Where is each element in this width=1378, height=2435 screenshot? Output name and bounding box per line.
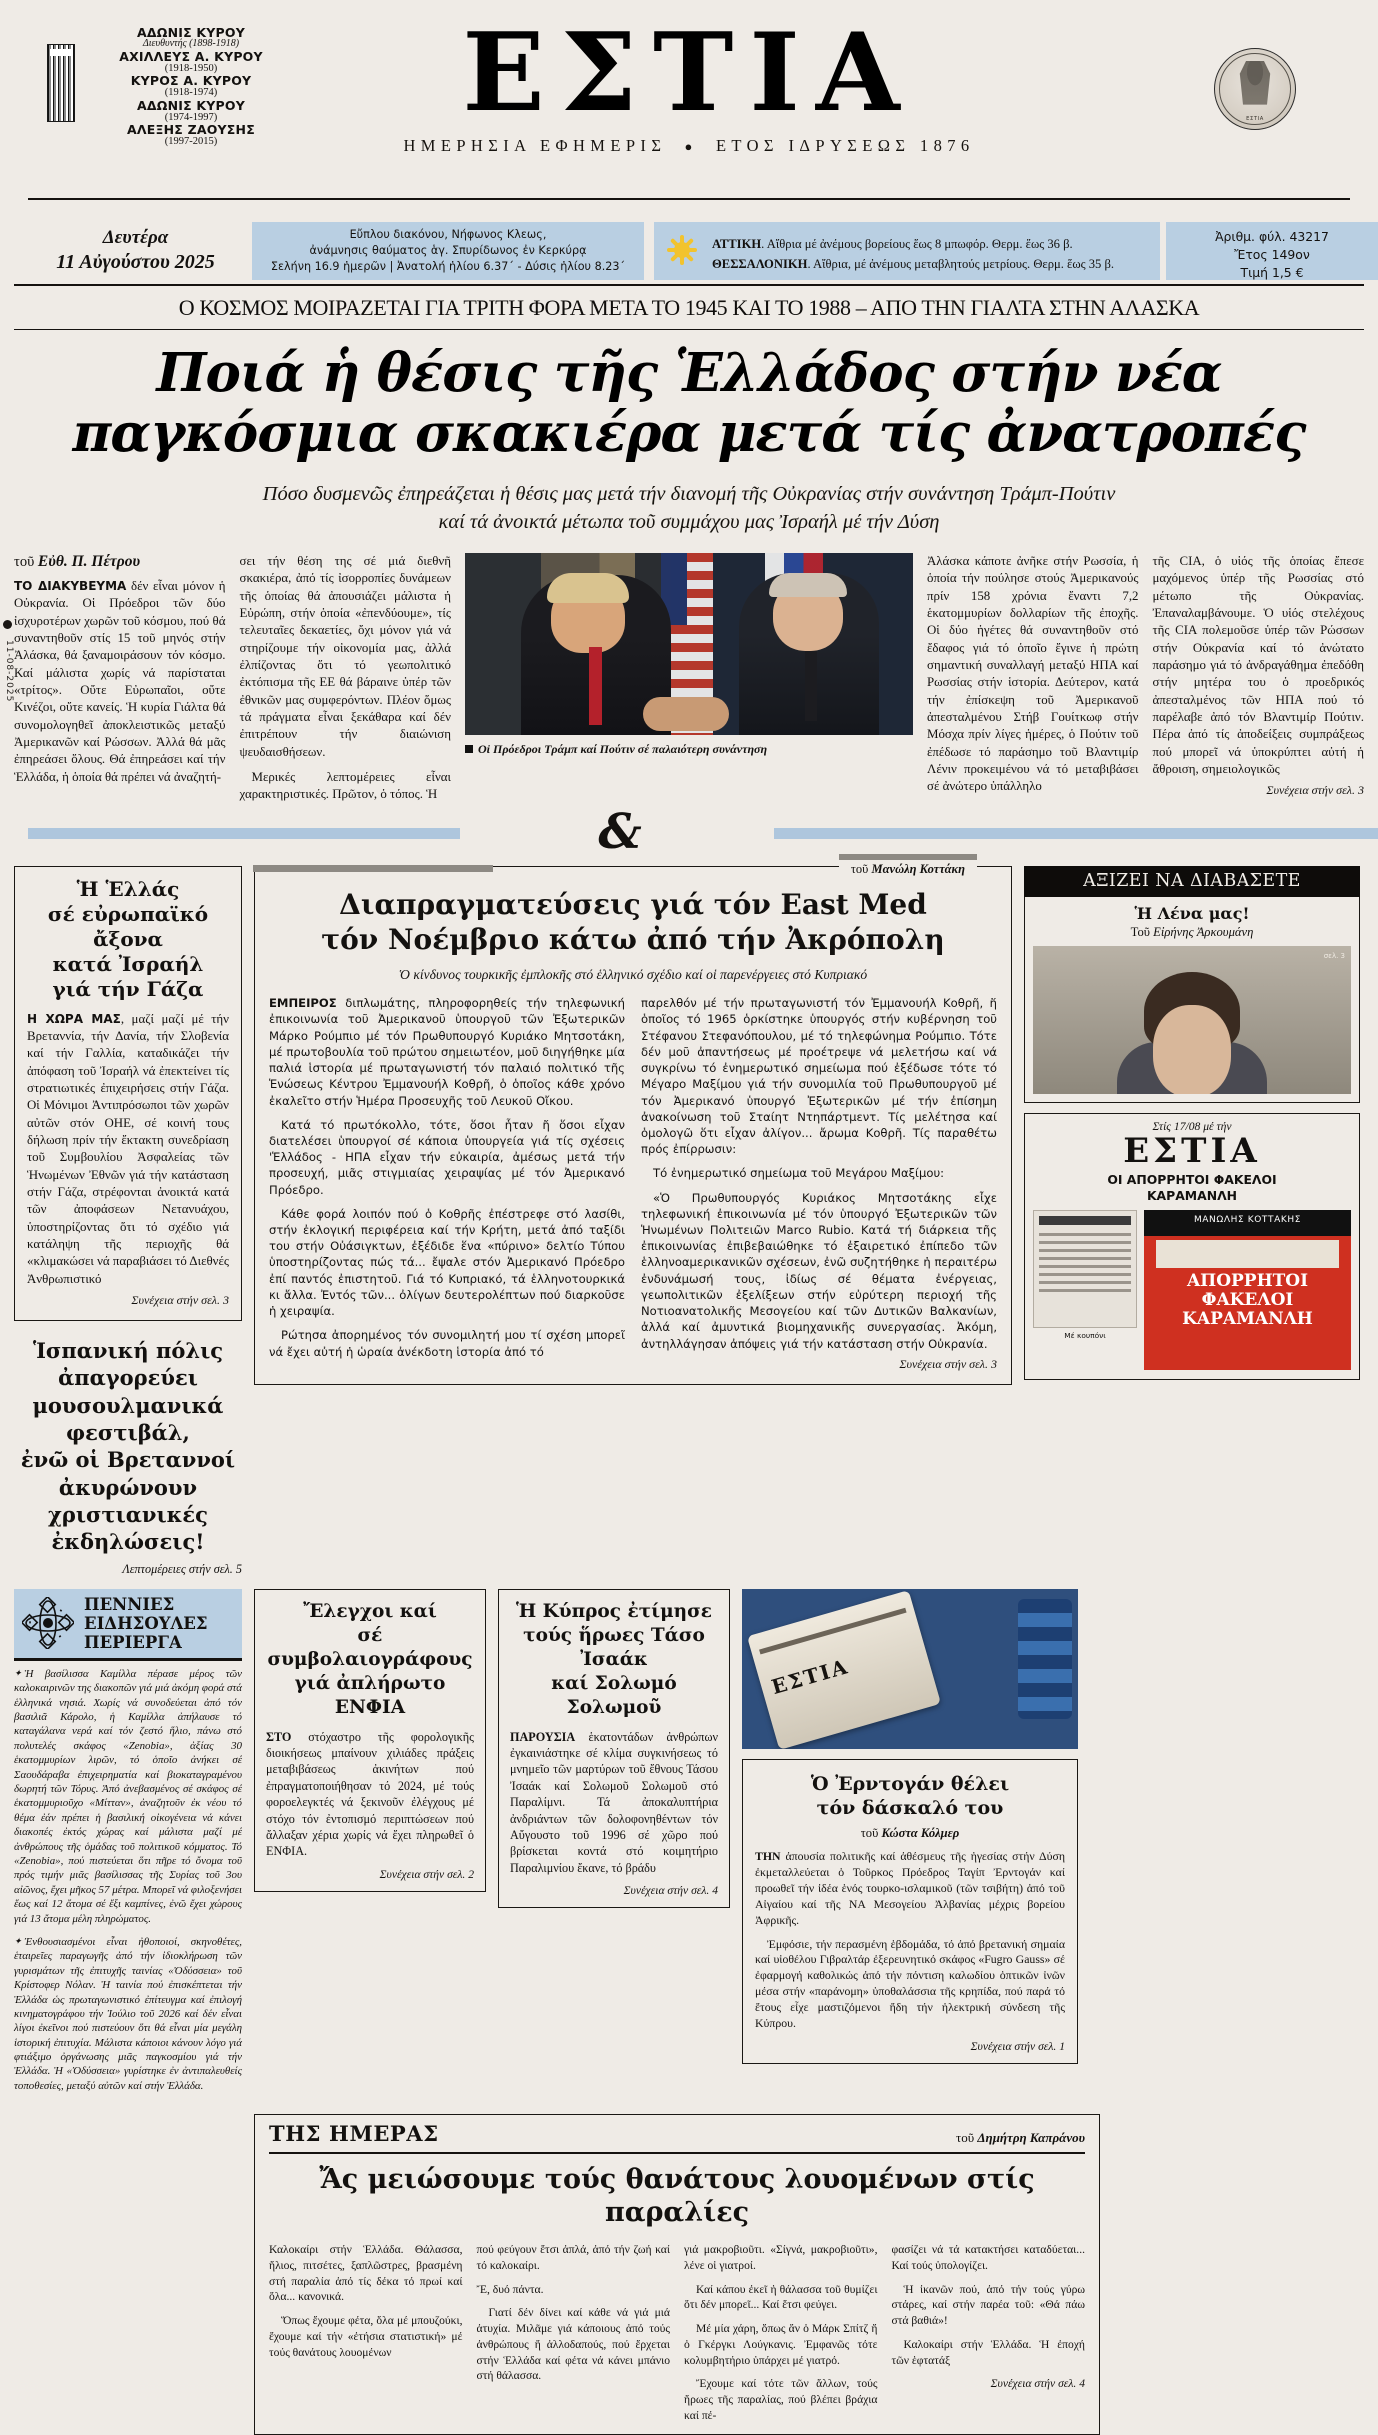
gaza-title-line-3: κατά Ἰσραήλ <box>52 951 204 976</box>
saints-and-sun-panel <box>252 222 644 280</box>
tis-imeras-byline: τοῦ Δημήτρη Καπράνου <box>955 2130 1085 2146</box>
middle-right-rail <box>1024 866 1360 1381</box>
weekday: Δευτέρα <box>102 227 169 248</box>
weather-attiki-text: . Αἴθρια μέ ἀνέμους βορείους ἕως 8 μπωφόρ. Θερμ. ἕως 36 β. <box>761 237 1073 251</box>
lead-text-2: σει τήν θέση της σέ μιά διεθνῆ σκακιέρα, ἀπό τίς ἰσορροπίες δυνάμεων τῆς ὁποίας θά ἀπουσιάζει μάλιστα ἡ Εὐρώπη, στήν ὁποία «ἐπενδύουμε», τίς τελευταῖες δεκαετίες, ὄχι μόνον γιά νά στηρίζουμε τήν οἰκονομία μας, ἀλλά ἐλπίζοντας ὅτι τό γεωπολιτικό ἐκτόπισμα τῆς ΕΕ θά βάραινε ὑπέρ τῶν ἐθνικῶν μας συμφερόντων. Πλέον ὅμως τά πράγματα εἶναι ξεκάθαρα καί δέν ἐπιτρέπουν τήν διαιώνιση ψευδαισθήσεων. <box>239 553 451 759</box>
seal-caption: ΕΣΤΙΑ <box>1246 116 1264 122</box>
enfia-body: ΣΤΟ στόχαστρο τῆς φορολογικῆς διοικήσεως μπαίνουν χιλιάδες πράξεις μεταβιβάσεως ἀκινήτων πού ἐπραγματοποιήθησαν τό 2024, μέ τούς φοροελεγκτές νά ξεκινοῦν ἐλέγχους μέ στόχο τόν ἐντοπισμό περιπτώσεων πού ἄλλαξαν χέρια χωρίς νά ἔχει πληρωθεῖ ὁ ΕΝΦΙΑ. <box>266 1729 474 1859</box>
weather-thess-text: . Αἴθρια, μέ ἀνέμους μεταβλητούς μετρίους. Θερμ. ἕως 35 β. <box>807 257 1115 272</box>
moon-sun-times: Σελήνη 16.9 ἡμερῶν | Ἀνατολή ἡλίου 6.37΄ - Δύσις ἡλίου 8.23΄ <box>270 259 626 273</box>
gaza-continue[interactable]: Συνέχεια στήν σελ. 3 <box>131 1293 229 1308</box>
gaza-title-line-1: Ἡ Ἑλλάς <box>76 876 180 901</box>
lead-text-3: Ἀλάσκα κάποτε ἀνῆκε στήν Ρωσσία, ἡ ὁποία τήν πούλησε στούς Ἀμερικανούς πρίν 158 χρόνια ἔναντι 7,2 ἑκατομμυρίων δολλαρίων τῆς ἐποχῆς. Οἱ δύο ἡγέτες θά συναντηθοῦν στό ἔδαφος γιά τό ὁποῖο ἔγινε ἡ πρώτη σημαντική συναλλαγή μεταξύ ΗΠΑ καί Ρωσσίας στήν ἱστορία. Δεύτερον, κατά τήν ἐπίσκεψη τοῦ Ἀμερικανοῦ ἀπεσταλμένου Στήβ Γουίτκωφ στήν Μόσχα πρίν λίγες ἡμέρες, ὁ Πούτιν τοῦ ἐπέδωσε τό παράσημο τοῦ Βλαντιμίρ Λένιν προκειμένου νά τό μεταβιβάσει σέ ἀνώτερο ὑπάλληλο <box>927 553 1139 794</box>
enfia-continue[interactable]: Συνέχεια στήν σελ. 2 <box>379 1867 474 1881</box>
worth-reading-photo <box>1033 946 1351 1094</box>
middle-center-column <box>254 861 1012 1385</box>
tis-column-1: Καλοκαίρι στήν Ἑλλάδα. Θάλασσα, ἥλιος, πιτσέτες, ξαπλῶστρες, βρασμένη στή παραλία ἀπό τίς δέκα τό πρωί καί ὅλα... κανονικά. Ὅπως ἔχουμε φέτα, ὅλα μέ μπουζούκι, ἔχουμε καί τήν «ἐτήσια στατιστική» μέ τούς θανάτους λουομένων <box>269 2243 463 2359</box>
ampersand-divider <box>14 803 1364 860</box>
erdogan-column <box>742 1589 1078 2065</box>
lead-text-4: τῆς CIA, ὁ υἱός τῆς ὁποίας ἔπεσε μαχόμενος ὑπέρ τῆς Ρωσσίας στό μέτωπο τῆς Οὐκρανίας. Ἐπαναλαμβάνουμε. Ὁ υἱός στελέχους τῆς CIA πολεμοῦσε ὑπέρ τῶν Ρώσσων στήν Οὐκρανία καί τό ἀνώτατο παράσημο γιά τό ἀνδραγάθημα ἐπεδόθη στήν μητέρα του ὁ προεδρικός ἀπεσταλμένος τῶν ΗΠΑ πού τό παρέλαβε ἀπό τόν Βλαντιμίρ Πούτιν. Πέρα ἀπό τίς ἀποδείξεις συμπράξεως πού μπορεῖ νά ὑποκρύπτει αὐτή ἡ ἄθροιση, σημειολογικῶς <box>1152 553 1364 776</box>
spine-date: 11-08-2025 <box>4 640 14 703</box>
ad-coupon <box>1033 1210 1137 1370</box>
lead-dropcap-text: ΤΟ ΔΙΑΚΥΒΕΥΜΑ <box>14 578 127 593</box>
headline-line-1: Ποιά ἡ θέσις τῆς Ἑλλάδος στήν νέα <box>156 342 1222 405</box>
tis-continue[interactable]: Συνέχεια στήν σελ. 4 <box>990 2377 1085 2391</box>
erdogan-lead-in: ΤΗΝ <box>755 1848 781 1863</box>
erdogan-box[interactable] <box>742 1759 1078 2065</box>
gaza-story-box[interactable] <box>14 866 242 1322</box>
masthead-divider <box>28 198 1350 200</box>
erdogan-byline: τοῦ Κώστα Κόλμερ <box>860 1825 960 1840</box>
lead-column-4 <box>1153 553 1365 804</box>
ad-body <box>1033 1210 1351 1370</box>
ad-date: Στίς 17/08 μέ τήν <box>1152 1119 1232 1133</box>
publication-date <box>28 226 243 274</box>
cyprus-body: ΠΑΡΟΥΣΙΑ ἑκατοντάδων ἀνθρώπων ἐγκαινιάστηκε σέ κλίμα συγκινήσεως τό μνημεῖο τῶν μαρτύρων τοῦ ἔθνους Τάσου Ἰσαάκ καί Σολωμοῦ Σολωμοῦ στό Παραλίμνι. Τά ἀποκαλυπτήρια ἀνδριάντων τῶν δολοφονηθέντων τόν Αὔγουστο τοῦ 1996 σέ χῶρο πού βρίσκεται κοντά στό κοιμητήριο Παραλιμνίου ἔκανε, τό βράδυ <box>510 1729 718 1875</box>
subhead-line-2: καί τά ἀνοικτά μέτωπα τοῦ συμμάχου μας Ἰσραήλ μέ τήν Δύση <box>438 510 940 533</box>
gaza-lead-in: Η ΧΩΡΑ ΜΑΣ <box>27 1011 121 1026</box>
issue-panel <box>1166 222 1378 280</box>
spine-dot-icon <box>3 620 12 629</box>
pennies-item <box>14 1935 242 2093</box>
erdogan-continue[interactable]: Συνέχεια στήν σελ. 1 <box>970 2040 1065 2054</box>
lead-body-3 <box>927 553 1139 796</box>
lead-column-1 <box>14 553 226 804</box>
issue-year: Ἔτος 149ον <box>1234 247 1310 263</box>
lead-photo-caption <box>465 742 913 757</box>
info-bar <box>14 222 1364 284</box>
lead-body-2 <box>240 553 452 761</box>
feature-body-2b: Τό ἐνημερωτικό σημείωμα τοῦ Μεγάρου Μαξίμου: <box>653 1166 945 1181</box>
feature-body-1b: Κατά τό πρωτόκολλο, τότε, ὅσοι ἦταν ἤ ὅσοι εἶχαν διατελέσει ὑπουργοί σέ κάποια ὑπουργεία γιά τίς σχέσεις 'Ἑλλάδος - ΗΠΑ εἶχαν τήν εὐκαιρία, ἀμέσως μετά τήν προσευχή, μιᾶς στιγμιαίας χειραψίας μέ τόν Ἀμερικανό Πρόεδρο. <box>269 1117 625 1197</box>
spain-details-link[interactable]: Λεπτομέρειες στήν σελ. 5 <box>122 1561 242 1576</box>
lead-text-2b: Μερικές λεπτομέρειες εἶναι χαρακτηριστικές. Πρῶτον, ὁ τόπος. Ἡ <box>239 769 451 802</box>
lead-body-2b <box>240 769 452 804</box>
cyprus-title: Ἡ Κύπρος ἐτίμησε τούς ἥρωες Τάσο Ἰσαάκ καί Σολωμό Σολωμοῦ <box>515 1600 712 1718</box>
pennies-bullet-icon: ✦ <box>14 1667 22 1678</box>
cyprus-lead-in: ΠΑΡΟΥΣΙΑ <box>510 1729 576 1744</box>
tis-imeras-box <box>254 2114 1100 2435</box>
spain-title-line-1: Ἱσπανική πόλις ἀπαγορεύει <box>32 1338 224 1391</box>
cyprus-column <box>498 1589 730 1908</box>
spain-title-line-2: μουσουλμανικά φεστιβάλ, <box>32 1392 224 1446</box>
rolled-newspaper-icon <box>747 1590 941 1749</box>
spain-story-title[interactable] <box>14 1337 242 1555</box>
saints-line-1: Εὔπλου διακόνου, Νήφωνος Κλεως, <box>349 228 547 241</box>
erdogan-body: ΤΗΝ ἀπουσία πολιτικῆς καί ἀθέσμευς τῆς ἡγεσίας στήν Δύση ἐκμεταλλεύεται ὁ Τοῦρκος Πρόεδρος Ταγίπ Ἐρντογάν καί προωθεῖ τήν ἰδέα ἑνός τουρκο-ισλαμικοῦ (τῶν τσιβήτη) ἀπό τοῦ Αἰγαίου καί τῆς ΝΑ Μεσογείου Ἀλβανίας μέχρις βορείου Ἀφρικῆς. <box>755 1848 1065 1927</box>
feature-byline <box>839 854 977 879</box>
subhead-line-1: Πόσο δυσμενῶς ἐπηρεάζεται ἡ θέσις μας μετά τήν διανομή τῆς Οὐκρανίας στήν συνάντηση Τράμπ-Πούτιν <box>262 483 1116 506</box>
issue-number: Ἀριθμ. φύλ. 43217 <box>1215 229 1329 244</box>
editor-role: (1918-1950) <box>164 63 218 75</box>
newspaper-seal-icon <box>1214 48 1296 130</box>
feature-byline-prefix: τοῦ <box>850 861 869 876</box>
flower-ornament-icon <box>22 1597 74 1649</box>
enfia-lead-in: ΣΤΟ <box>266 1729 292 1744</box>
tagline-left: ΗΜΕΡΗΣΙΑ ΕΦΗΜΕΡΙΣ <box>403 136 667 155</box>
editor-role: (1997-2015) <box>164 136 218 148</box>
tis-imeras-title: Ἄς μειώσουμε τούς θανάτους λουομένων στίς παραλίες <box>319 2164 1035 2229</box>
editor-role: (1974-1997) <box>164 111 218 123</box>
feature-body-2: παρελθόν μέ τήν πρωταγωνιστή τόν Ἐμμανουήλ Κοθρῆ, ἥ ὁποῖος τό 1965 ὁρκίστηκε ὑπουργός στήν κυβέρνηση τοῦ Στέφανου Στεφανόπουλου, μέ τό τηλεφώνημα Ρούμπιο. Τότε δέν μοῦ ἀπαντήσεως μέ προέτρεψε νά μελετήσω καί νά συγκρίνω τό ἐνημερωτικό σημείωμα πού ἐξέδωσε τότε τό Μέγαρο Μαξίμου γιά τήν συνομιλία τοῦ Πρωθυπουργοῦ μέ τόν Ἀμερικανό ὑπουργό Ἐξωτερικῶν μέ τήν ἐπίσημη ἀνακοίνωση τοῦ Σταίητ Ντηπάρτμεντ. Τίς μελέτησα καί ὁμολογῶ ὅτι εἶχαν ἀλίγον... ἄρωμα Κοθρῆ. Τίς παραθέτω πρός ἐπίρρωσιν: <box>641 996 997 1157</box>
lead-photo <box>465 553 913 735</box>
editor-name: ΚΥΡΟΣ Α. ΚΥΡΟΥ <box>130 73 252 89</box>
gaza-title-line-4: γιά τήν Γάζα <box>52 976 204 1001</box>
saints-line-2: ἀνάμνησις θαύματος ἁγ. Σπυρίδωνος ἐν Κερκύρᾳ <box>309 243 587 257</box>
lead-kicker: Ο ΚΟΣΜΟΣ ΜΟΙΡΑΖΕΤΑΙ ΓΙΑ ΤΡΙΤΗ ΦΟΡΑ ΜΕΤΑ ΤΟ 1945 ΚΑΙ ΤΟ 1988 – ΑΠΟ ΤΗΝ ΓΙΑΛΤΑ ΣΤΗΝ ΑΛΑΣΚΑ <box>178 295 1200 320</box>
pennies-item <box>14 1667 242 1926</box>
lead-subheadline <box>14 481 1364 537</box>
pennies-header <box>14 1589 242 1658</box>
lead-column-3 <box>927 553 1139 804</box>
spain-title-line-3: ἐνῶ οἱ Βρεταννοί ἀκυρώνουν <box>20 1447 236 1500</box>
issue-price: Τιμή 1,5 € <box>1240 265 1304 281</box>
photo-credit: σελ. 3 <box>1323 951 1345 960</box>
feature-lead-in: ΕΜΠΕΙΡΟΣ <box>269 996 337 1011</box>
enfia-column <box>254 1589 486 1892</box>
feature-text-1: διπλωμάτης, πληροφορηθείς τήν τηλεφωνική ἐπικοινωνία τοῦ Ἀμερικανοῦ ὑπουργοῦ τῶν Ἐξωτερικῶν Μάρκο Ρούμπιο μέ τόν Πρωθυπουργό Κυριάκο Μητσοτάκη, μέ πρωτοβουλία τοῦ πρώτου σημειωτέον, μοῦ διηγήθηκε μία παλιά ἱστορία μέ πρωταγωνιστή τόν παλαιό πολιτικό τῆς Ἑνώσεως Κέντρου Ἐμμανουήλ Κοθρῆ, ὁ ὁποῖος κάθε χρόνο ἐκαλεῖτο στήν Ἡμέρα Προσευχῆς τοῦ Λευκοῦ Οἴκου. <box>269 996 625 1108</box>
gaza-title-line-2: σέ εὐρωπαϊκό ἄξονα <box>47 901 209 951</box>
weather-city-thessaloniki: ΘΕΣΣΑΛΟΝΙΚΗ <box>712 257 808 272</box>
feature-column-1 <box>269 995 625 1372</box>
book-title: ΑΠΟΡΡΗΤΟΙ ΦΑΚΕΛΟΙ ΚΑΡΑΜΑΝΛΗ <box>1182 1271 1313 1329</box>
lead-body-1 <box>14 578 226 786</box>
pennies-bullet-icon: ✦ <box>14 1935 22 1946</box>
enfia-box[interactable] <box>254 1589 486 1892</box>
worth-reading-header: ΑΞΙΖΕΙ ΝΑ ΔΙΑΒΑΣΕΤΕ <box>1024 866 1360 897</box>
worth-reading-author: Τοῦ Εἰρήνης Ἀρκουμάνη <box>1130 924 1254 939</box>
pennies-title <box>84 1595 208 1652</box>
tis-imeras-divider <box>269 2152 1085 2154</box>
feature-column-2 <box>641 995 997 1372</box>
coupon-sheet-icon <box>1033 1210 1137 1328</box>
erdogan-body-2: Ἐμφόσιε, τήν περασμένη ἑβδομάδα, τό ἀπό βρετανική σημαία καί υἱοθέλου Γιβραλτάρ ἐξερευνητικό σκάφος «Fugro Gauss» σέ ἐφαρμογή καθολικώς ἀπό τήν πόντιση καλωδίου ὁπτικῶν ἰνῶν μέσα στήν «παράνομη» ὑποθαλάσσια τῆς κρηπίδα, πού παρά τό ἔτους εἶχε μαστιζόμενοι ἤδη τήν ἠλεκτρική σύνδεση τῆς Κύπρου. <box>755 1936 1065 2031</box>
estia-newspapers-photo <box>742 1589 1078 1749</box>
editor-role: (1918-1974) <box>164 87 218 99</box>
pennies-item-text: Ἡ βασίλισσα Καμίλλα πέρασε μέρος τῶν καλοκαιρινῶν της διακοπῶν γιά μιά ἀκόμη φορά στά ἑλληνικά νησιά. Χωρίς νά συνοδεύεται ἀπό τόν βασιλιᾶ Κάρολο, ἡ Καμίλλα ἀπήλαυσε τό καταγάλανα νερά καί τόν ζεστό ἥλιο, πάνω στό πολυτελές σκάφος «Zenobia», ἀξίας 30 ἑκατομμυρίων λιρῶν, τό ὁποῖο ἀνήκει σέ Σαουδάραβα ἐπιχειρηματία καί βιοκαταγραμένου δωρητή τῶν Τόρυς. Ἀπό ἀνεβασμένος σέ σκάφος σέ ἑκατομμυριοῦχο «Μίτταν», ἀναζητοῦν ἐκ νέου τό θέμα ἐάν πρέπει ἡ βασιλική οἰκογένεια νά κάνει διακοπές ἐκτός χώρας καί μάλιστα μαζί μέ ἀνθρώπους τῆς ὁμάδας τοῦ πολιτικοῦ κόμματος. Τό «Zenobia», πού πιστεύεται ὅτι πῆρε τό ὄνομα τοῦ πρός τιμήν μιᾶς βασίλισσας τῆς Συρίας τοῦ 3ου αἰῶνος, ἔχει μῆκος 57 μέτρα. Μπορεῖ νά φιλοξενήσει ἕως καί 12 ἄτομα σέ ἕξι καμπίνες, ἐνῶ ἔχει χώρους γιά 13 ἄτομα μέλη πληρώματος. <box>14 1667 242 1925</box>
lead-continue[interactable]: Συνέχεια στήν σελ. 3 <box>1266 783 1364 798</box>
book-author: ΜΑΝΩΛΗΣ ΚΟΤΤΑΚΗΣ <box>1193 1215 1302 1226</box>
editor-name: ΑΛΕΞΗΣ ΖΑΟΥΣΗΣ <box>127 121 255 137</box>
feature-body-1c: Κάθε φορά λοιπόν πού ὁ Κοθρῆς ἐπέστρεφε στό λασίθι, στήν ἐκλογική περιφέρεια καί τήν Κρήτη, μετά ἀπό ταξίδι του στήν Οὐάσιγκτων, ἐξέδιδε ἕνα «πύρινο» δελτίο Τύπου ὑποστηρίζοντας πώς τά... ἔψαλε στόν Ἀμερικανό Πρόεδρο ἐπί παντός ἐπιστητοῦ. Γιά τό Κυπριακό, τά ἑλληνοτουρκικά κι ἄλλα. Ἐντός τῶν... ὀλίγων δευτερολέπτων πού διαρκοῦσε ἡ χειραψία. <box>269 1206 625 1319</box>
book-advertisement[interactable] <box>1024 1113 1360 1381</box>
byline-prefix: τοῦ <box>14 553 35 570</box>
middle-left-column <box>14 866 242 1577</box>
tis-column-2: πού φεύγουν ἔτσι ἀπλά, ἀπό τήν ζωή καί τό καλοκαίρι. Ἔ, δυό πάντα. Γιατί δέν δίνει καί κάθε νά γιά μιά ἀτυχία. Μιλᾶμε γιά κάποιους ἀπό τούς ἀνθρώπους ἥ ἀλλοδαπούς, πού ἔρχεται στήν Ἑλλάδα καί φέτα νά κάνει μπάνιο στή θάλασσα. <box>476 2243 670 2383</box>
lead-text-1: δέν εἶναι μόνον ἡ Οὐκρανία. Οἱ Πρόεδροι τῶν δύο ἰσχυροτέρων χωρῶν τοῦ κόσμου, πού θά συναντηθοῦν στίς 15 τοῦ μηνός στήν Ἀλάσκα, θά ξαναμοιράσουν τόν κόσμο. Καί μάλιστα χωρίς νά παρίσταται «τρίτος». Οὔτε Εὐρωπαῖοι, οὔτε Κινέζοι, οὔτε κανείς. Ἡ κυρία Γιάλτα θά συνομολογηθεῖ ἀποκλειστικῶς μεταξύ Ἀμερικανῶν καί Ρώσσων. Ἀλλά θά μᾶς ἐπηρεάσει ὅλους. Θά ἐπηρεάσει καί τήν Ἑλλάδα, ἡ ὁποία θά πρέπει νά ἀναζητή- <box>14 578 226 784</box>
feature-body-1 <box>269 995 625 1109</box>
eastmed-feature <box>254 861 1012 1385</box>
tis-column-3: γιά μακροβιοῦτι. «Σίγνά, μακροβιοῦτι», λένε οἱ γιατροί. Καί κάπου ἐκεῖ ἡ θάλασσα τοῦ θυμίζει ὅτι δέν μπορεῖ... Καί ἔτσι φεύγει. Μέ μία χάρη, ὅπως ἄν ὁ Μάρκ Σπίτζ ἥ ὁ Γκέργκι Λούγκανις. Ἐμφανῶς τότε κολυμβητήριο ὑπάρχει μέ γιατρό. Ἔχουμε καί τότε τῶν ἄλλων, τούς ἥρωες τῆς παραλίας, πού βλέπει βράχια καί πέ- <box>684 2243 878 2423</box>
feature-body-1d: Ρώτησα ἀπορημένος τόν συνομιλητή μου τί σχέση μπορεῖ νά ἔχει αὐτή ἡ ὡραία ἀνέκδοτη ἱστορία ἀπό τό <box>269 1328 625 1359</box>
lead-photo-block <box>465 553 913 804</box>
tis-imeras-columns <box>255 2242 1099 2424</box>
weather-panel <box>654 222 1160 280</box>
caption-bullet-icon <box>465 745 473 753</box>
worth-reading-title: Ἡ Λένα μας! <box>1134 903 1250 923</box>
lead-byline <box>14 553 226 571</box>
caption-text: Οἱ Πρόεδροι Τράμπ καί Πούτιν σέ παλαιότερη συνάντηση <box>478 741 768 756</box>
pennies-line-1: ΠΕΝΝΙΕΣ <box>84 1594 175 1614</box>
kicker-divider <box>14 329 1364 330</box>
erdogan-title: Ὁ Ἐρντογάν θέλει τόν δάσκαλό του <box>810 1772 1010 1820</box>
lead-headline <box>14 344 1364 463</box>
rolled-paper-label: ΕΣΤΙΑ <box>768 1653 852 1699</box>
book-cover <box>1144 1210 1351 1370</box>
editor-name: ΑΔΩΝΙΣ ΚΥΡΟΥ <box>137 25 245 40</box>
lead-column-2 <box>240 553 452 804</box>
editor-name: ΑΔΩΝΙΣ ΚΥΡΟΥ <box>137 97 245 113</box>
lead-body-4 <box>1153 553 1365 778</box>
date: 11 Αὐγούστου 2025 <box>56 250 215 273</box>
feature-columns <box>269 995 997 1372</box>
tis-imeras-bar <box>255 2115 1099 2146</box>
pennies-item-text: Ἐνθουσιασμένοι εἶναι ἠθοποιοί, σκηνοθέτες, ἑταιρεῖες παραγωγῆς ἀπό τήν ἰδιοκλήρωση τῶν γυρισμάτων τῆς ἐπιτυχῆς ταινίας «Ὀδύσσεια» τοῦ Κρίστοφερ Νόλαν. Ἡ ταινία πού ἐπισκέπτεται τήν Ἑλλάδα ὡς πρωταγωνιστικό ἐπίτευγμα καί ἐπιλογή κινηματογράφου τήν Ἰούλιο τοῦ 2026 καί δέν εἶναι λίγοι ἐκεῖνοι πού πιστεύουν ὅτι θά εἶναι μία μεγάλη ἱστορική ἐπιτυχία. Μάλιστα κάποιοι κάνουν λόγο γιά φτιάξιμο ὀργάνωσης μιᾶς παγκοσμίου γιά τήν Ἑλλάδα. Ἡ «Ὀδύσσεια» γυρίστηκε ἐν ἀντιπαλευθείς τοποθεσίες, μεταξύ αὐτῶν καί στήν Ἑλλάδα. <box>14 1935 242 2092</box>
pennies-column <box>14 1589 242 2103</box>
cyprus-continue[interactable]: Συνέχεια στήν σελ. 4 <box>623 1883 718 1897</box>
ad-subtitle-line-1: ΟΙ ΑΠΟΡΡΗΤΟΙ ΦΑΚΕΛΟΙ <box>1107 1172 1277 1188</box>
lead-article <box>14 553 1364 804</box>
lower-grid <box>14 1589 1364 2103</box>
weather-thessaloniki <box>712 254 1150 274</box>
weather-city-attiki: ΑΤΤΙΚΗ <box>712 237 762 251</box>
tagline-right: ΕΤΟΣ ΙΔΡΥΣΕΩΣ 1876 <box>715 136 975 155</box>
ad-subtitle <box>1033 1172 1351 1203</box>
ad-brand: ΕΣΤΙΑ <box>1123 1130 1261 1171</box>
bullet-icon: ● <box>675 139 707 155</box>
ampersand-ornament: & <box>598 803 642 860</box>
sun-icon <box>668 236 696 264</box>
coupon-caption: Μέ κουπόνι <box>1064 1331 1106 1341</box>
infobar-divider <box>14 284 1364 286</box>
gaza-body-text: , μαζί μαζί μέ τήν Βρεταννία, τήν Δανία, τήν Σλοβενία καί τήν Γαλλία, καταδικάζει τήν ἀπόφαση τοῦ Ἰσραήλ νά ἐπεκτείνει τίς στρατιωτικές ἐπιχειρήσεις στήν Γάζα. Οἱ Μόνιμοι Ἀντιπρόσωποι τῶν χωρῶν αὐτῶν στόν ΟΗΕ, σέ κοινή τους δήλωση πρίν τήν ἔκτακτη συνεδρίαση τοῦ Συμβουλίου Ἀσφαλείας τῶν Ἡνωμένων Ἐθνῶν γιά τήν κατάσταση στήν Γάζα, στρέφονται ἀνοικτά κατά τῶν ἀποφάσεων Νετανυάχου, ὑποστηρίζοντας ὅτι τό σχέδιο γιά κατάληψη τῆς περιοχῆς θά «κλιμακώσει νά παραβιάσει τό Διεθνές Ἀνθρωπιστικό <box>27 1011 230 1286</box>
weather-attiki <box>712 234 1150 254</box>
tis-imeras-section <box>14 2114 1364 2435</box>
headline-line-2: παγκόσμια σκακιέρα μετά τίς ἀνατροπές <box>72 401 1306 464</box>
feature-subtitle: Ὁ κίνδυνος τουρκικῆς ἐμπλοκῆς στό ἑλληνικό σχέδιο καί οἱ παρενέργειες στό Κυπριακό <box>398 967 868 983</box>
masthead <box>14 0 1364 218</box>
feature-body-2c: «Ὁ Πρωθυπουργός Κυριάκος Μητσοτάκης εἶχε τηλεφωνική ἐπικοινωνία μέ τόν ὑπουργό Ἐξωτερικῶν τῶν Ἡνωμένων Πολιτειῶν Marco Rubio. Κατά τή διάρκεια τῆς ἐπικοινωνίας ἐπιβεβαιώθηκε τό ἐξαιρετικό ἐπίπεδο τῶν ἑλληνοαμερικανικῶν σχέσεων, ἐνῶ συζητήθηκε ἡ περαιτέρω ἐνδυνάμωσή τους, ἰδίως σέ θέματα ἐνέργειας, γεωπολιτικῶν ἐξελίξεων στήν εὐρύτερη περιοχή τῆς Νοτιοανατολικῆς Μεσογείου καί τῶν Δυτικῶν Βαλκανίων, ἀλλά καί ἀμυντικά βιομηχανικῆς συνεργασίας. Ἀκόμη, ἀντηλλάγησαν ἀπόψεις γιά τήν κατάσταση στήν Οὐκρανία. <box>641 1190 997 1351</box>
spain-title-line-4: χριστιανικές ἐκδηλώσεις! <box>48 1501 208 1555</box>
feature-title-line-1: Διαπραγματεύσεις γιά τόν East Med <box>339 887 927 921</box>
pennies-divider <box>14 1658 242 1661</box>
editor-name: ΑΧΙΛΛΕΥΣ Α. ΚΥΡΟΥ <box>119 48 263 64</box>
pennies-line-3: ΠΕΡΙΕΡΓΑ <box>84 1632 182 1652</box>
byline-author: Εὐθ. Π. Πέτρου <box>37 552 141 570</box>
editor-role: Διευθυντής (1898-1918) <box>142 38 240 50</box>
tis-column-4: φασίζει νά τά κατακτήσει καταδύεται... Καί τούς ὑπολογίζει. Ἡ ἰκανῶν πού, ἀπό τήν τούς γύρω στάρες, καί στήν παρέα τοῦ: «Θά πάω στά βαθιά»! Καλοκαίρι στήν Ἑλλάδα. Ἡ ἐποχή τῶν ἑφτατάξ Συνέχεια στήν σελ. 4 <box>891 2243 1085 2391</box>
pennies-line-2: ΕΙΔΗΣΟΥΛΕΣ <box>84 1613 208 1633</box>
feature-title-line-2: τόν Νοέμβριο κάτω ἀπό τήν Ἀκρόπολη <box>321 922 945 956</box>
ad-subtitle-line-2: ΚΑΡΑΜΑΝΛΗ <box>1146 1187 1238 1203</box>
masthead-tagline <box>14 136 1364 156</box>
worth-reading-box[interactable] <box>1024 897 1360 1103</box>
cyprus-box[interactable] <box>498 1589 730 1908</box>
gaza-story-title <box>27 877 229 1002</box>
feature-title <box>269 887 997 958</box>
newspaper-logo: ΕΣΤΙΑ <box>462 10 916 136</box>
middle-grid <box>14 861 1364 1577</box>
gaza-story-body <box>27 1011 229 1289</box>
feature-byline-author: Μανώλη Κοττάκη <box>871 861 965 876</box>
tis-imeras-tag: ΤΗΣ ΗΜΕΡΑΣ <box>269 2121 439 2147</box>
enfia-title: Ἔλεγχοι καί σέ συμβολαιογράφους γιά ἀπλήρωτο ΕΝΦΙΑ <box>267 1600 473 1718</box>
feature-continue[interactable]: Συνέχεια στήν σελ. 3 <box>899 1356 997 1371</box>
